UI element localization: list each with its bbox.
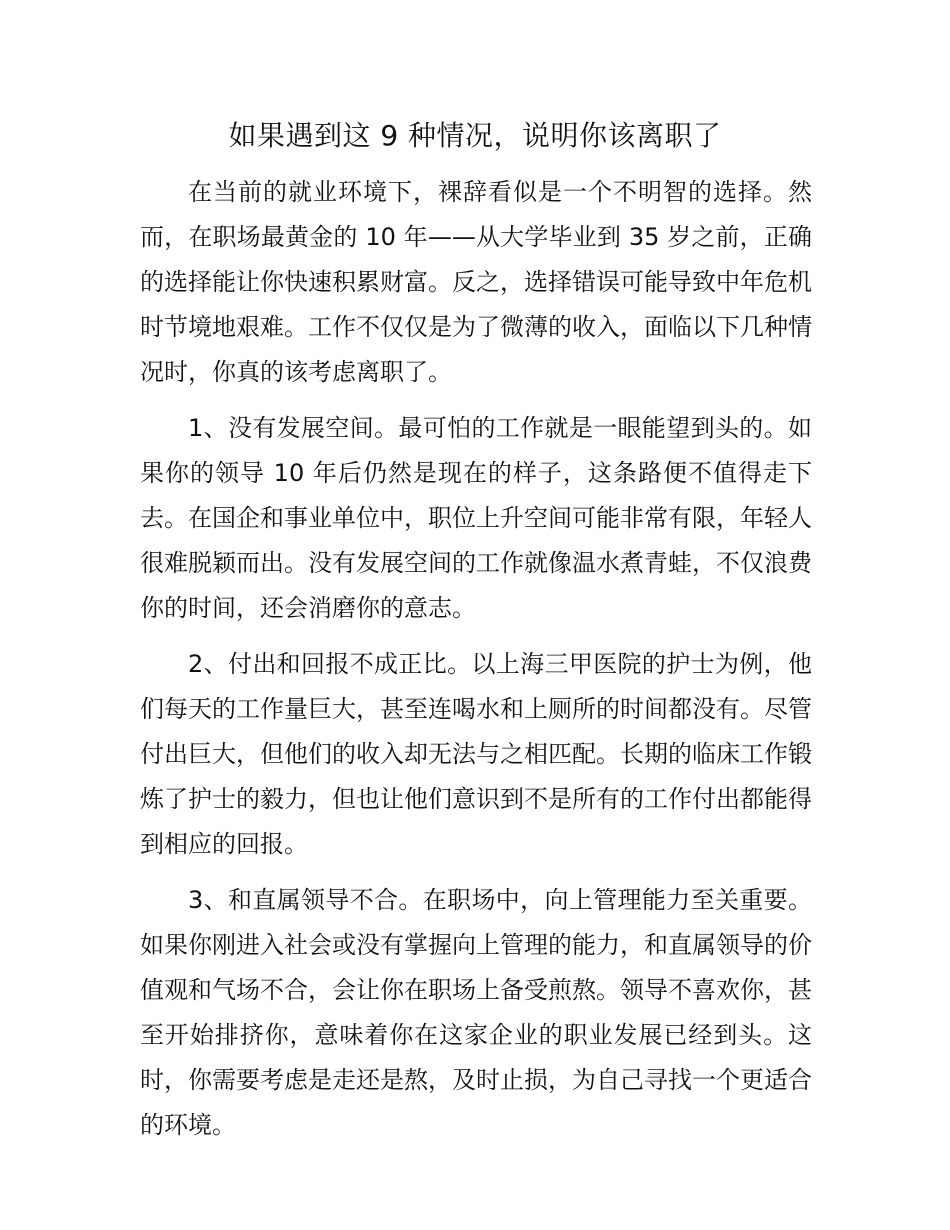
paragraph-intro: 在当前的就业环境下，裸辞看似是一个不明智的选择。然而，在职场最黄金的 10 年——从大学毕业到 35 岁之前，正确的选择能让你快速积累财富。反之，选择错误可能导致中年危机时节境地艰难。工作不仅仅是为了微薄的收入，面临以下几种情况时，你真的该考虑离职了。 <box>140 178 812 386</box>
document-title: 如果遇到这 9 种情况，说明你该离职了 <box>228 119 722 152</box>
paragraph-point-1: 1、没有发展空间。最可怕的工作就是一眼能望到头的。如果你的领导 10 年后仍然是现在的样子，这条路便不值得走下去。在国企和事业单位中，职位上升空间可能非常有限，年轻人很难脱颖而出。没有发展空间的工作就像温水煮青蛙，不仅浪费你的时间，还会消磨你的意志。 <box>140 414 812 622</box>
document-body <box>140 170 812 1148</box>
paragraph-point-2: 2、付出和回报不成正比。以上海三甲医院的护士为例，他们每天的工作量巨大，甚至连喝水和上厕所的时间都没有。尽管付出巨大，但他们的收入却无法与之相匹配。长期的临床工作锻炼了护士的毅力，但也让他们意识到不是所有的工作付出都能得到相应的回报。 <box>140 650 812 858</box>
paragraph-point-3: 3、和直属领导不合。在职场中，向上管理能力至关重要。如果你刚进入社会或没有掌握向上管理的能力，和直属领导的价值观和气场不合，会让你在职场上备受煎熬。领导不喜欢你，甚至开始排挤你，意味着你在这家企业的职业发展已经到头。这时，你需要考虑是走还是熬，及时止损，为自己寻找一个更适合的环境。 <box>140 886 812 1139</box>
